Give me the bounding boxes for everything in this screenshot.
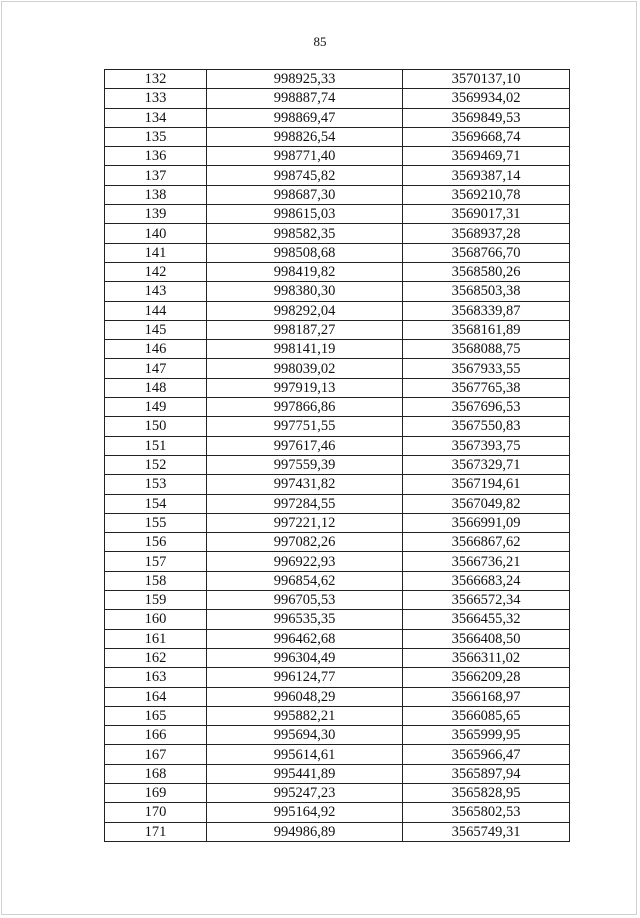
y-coordinate-cell: 3565897,94 <box>403 764 570 783</box>
table-row <box>105 243 570 262</box>
point-number-cell: 159 <box>105 591 207 610</box>
table-row <box>105 513 570 532</box>
x-coordinate-cell: 996048,29 <box>207 687 403 706</box>
table-row <box>105 301 570 320</box>
point-number-cell: 133 <box>105 89 207 108</box>
x-coordinate-cell: 998745,82 <box>207 166 403 185</box>
table-row <box>105 533 570 552</box>
y-coordinate-cell: 3566209,28 <box>403 668 570 687</box>
y-coordinate-cell: 3565749,31 <box>403 822 570 841</box>
point-number-cell: 158 <box>105 571 207 590</box>
point-number-cell: 145 <box>105 320 207 339</box>
point-number-cell: 168 <box>105 764 207 783</box>
table-row <box>105 282 570 301</box>
table-row <box>105 205 570 224</box>
x-coordinate-cell: 997082,26 <box>207 533 403 552</box>
point-number-cell: 140 <box>105 224 207 243</box>
point-number-cell: 136 <box>105 147 207 166</box>
point-number-cell: 165 <box>105 706 207 725</box>
table-row <box>105 822 570 841</box>
x-coordinate-cell: 995164,92 <box>207 803 403 822</box>
y-coordinate-cell: 3567329,71 <box>403 455 570 474</box>
y-coordinate-cell: 3568088,75 <box>403 340 570 359</box>
x-coordinate-cell: 998292,04 <box>207 301 403 320</box>
table-row <box>105 552 570 571</box>
y-coordinate-cell: 3568937,28 <box>403 224 570 243</box>
y-coordinate-cell: 3567194,61 <box>403 475 570 494</box>
point-number-cell: 150 <box>105 417 207 436</box>
x-coordinate-cell: 998039,02 <box>207 359 403 378</box>
x-coordinate-cell: 996854,62 <box>207 571 403 590</box>
point-number-cell: 166 <box>105 726 207 745</box>
point-number-cell: 142 <box>105 262 207 281</box>
point-number-cell: 151 <box>105 436 207 455</box>
y-coordinate-cell: 3568339,87 <box>403 301 570 320</box>
point-number-cell: 167 <box>105 745 207 764</box>
y-coordinate-cell: 3565802,53 <box>403 803 570 822</box>
x-coordinate-cell: 998582,35 <box>207 224 403 243</box>
table-row <box>105 494 570 513</box>
table-row <box>105 591 570 610</box>
x-coordinate-cell: 996304,49 <box>207 648 403 667</box>
x-coordinate-cell: 995882,21 <box>207 706 403 725</box>
y-coordinate-cell: 3567696,53 <box>403 398 570 417</box>
x-coordinate-cell: 995694,30 <box>207 726 403 745</box>
table-row <box>105 475 570 494</box>
x-coordinate-cell: 998925,33 <box>207 70 403 89</box>
table-row <box>105 783 570 802</box>
table-row <box>105 571 570 590</box>
y-coordinate-cell: 3566991,09 <box>403 513 570 532</box>
table-row <box>105 629 570 648</box>
point-number-cell: 137 <box>105 166 207 185</box>
y-coordinate-cell: 3566736,21 <box>403 552 570 571</box>
y-coordinate-cell: 3569469,71 <box>403 147 570 166</box>
point-number-cell: 134 <box>105 108 207 127</box>
table-row <box>105 436 570 455</box>
point-number-cell: 152 <box>105 455 207 474</box>
table-row <box>105 648 570 667</box>
table-row <box>105 745 570 764</box>
y-coordinate-cell: 3567765,38 <box>403 378 570 397</box>
x-coordinate-cell: 997866,86 <box>207 398 403 417</box>
point-number-cell: 143 <box>105 282 207 301</box>
point-number-cell: 171 <box>105 822 207 841</box>
x-coordinate-cell: 998508,68 <box>207 243 403 262</box>
table-row <box>105 417 570 436</box>
table-row <box>105 764 570 783</box>
page-number: 85 <box>313 34 327 49</box>
x-coordinate-cell: 997919,13 <box>207 378 403 397</box>
point-number-cell: 156 <box>105 533 207 552</box>
y-coordinate-cell: 3568503,38 <box>403 282 570 301</box>
x-coordinate-cell: 996535,35 <box>207 610 403 629</box>
x-coordinate-cell: 997284,55 <box>207 494 403 513</box>
point-number-cell: 157 <box>105 552 207 571</box>
table-row <box>105 70 570 89</box>
x-coordinate-cell: 994986,89 <box>207 822 403 841</box>
y-coordinate-cell: 3566455,32 <box>403 610 570 629</box>
y-coordinate-cell: 3568580,26 <box>403 262 570 281</box>
point-number-cell: 155 <box>105 513 207 532</box>
point-number-cell: 170 <box>105 803 207 822</box>
table-row <box>105 378 570 397</box>
point-number-cell: 162 <box>105 648 207 667</box>
y-coordinate-cell: 3566168,97 <box>403 687 570 706</box>
y-coordinate-cell: 3567933,55 <box>403 359 570 378</box>
table-row <box>105 726 570 745</box>
point-number-cell: 161 <box>105 629 207 648</box>
x-coordinate-cell: 997559,39 <box>207 455 403 474</box>
x-coordinate-cell: 998771,40 <box>207 147 403 166</box>
point-number-cell: 132 <box>105 70 207 89</box>
table-row <box>105 147 570 166</box>
table-row <box>105 668 570 687</box>
y-coordinate-cell: 3566683,24 <box>403 571 570 590</box>
point-number-cell: 148 <box>105 378 207 397</box>
y-coordinate-cell: 3566408,50 <box>403 629 570 648</box>
x-coordinate-cell: 998826,54 <box>207 127 403 146</box>
x-coordinate-cell: 998380,30 <box>207 282 403 301</box>
y-coordinate-cell: 3565999,95 <box>403 726 570 745</box>
point-number-cell: 163 <box>105 668 207 687</box>
table-row <box>105 185 570 204</box>
y-coordinate-cell: 3569017,31 <box>403 205 570 224</box>
y-coordinate-cell: 3565966,47 <box>403 745 570 764</box>
table-row <box>105 224 570 243</box>
table-row <box>105 398 570 417</box>
y-coordinate-cell: 3567550,83 <box>403 417 570 436</box>
y-coordinate-cell: 3566311,02 <box>403 648 570 667</box>
y-coordinate-cell: 3566572,34 <box>403 591 570 610</box>
x-coordinate-cell: 996462,68 <box>207 629 403 648</box>
y-coordinate-cell: 3568766,70 <box>403 243 570 262</box>
y-coordinate-cell: 3567049,82 <box>403 494 570 513</box>
x-coordinate-cell: 997617,46 <box>207 436 403 455</box>
point-number-cell: 135 <box>105 127 207 146</box>
x-coordinate-cell: 998869,47 <box>207 108 403 127</box>
y-coordinate-cell: 3565828,95 <box>403 783 570 802</box>
table-row <box>105 455 570 474</box>
y-coordinate-cell: 3566085,65 <box>403 706 570 725</box>
x-coordinate-cell: 995614,61 <box>207 745 403 764</box>
x-coordinate-cell: 996705,53 <box>207 591 403 610</box>
x-coordinate-cell: 997431,82 <box>207 475 403 494</box>
x-coordinate-cell: 998687,30 <box>207 185 403 204</box>
point-number-cell: 138 <box>105 185 207 204</box>
table-row <box>105 610 570 629</box>
x-coordinate-cell: 995247,23 <box>207 783 403 802</box>
coordinates-table <box>104 69 570 842</box>
table-row <box>105 127 570 146</box>
coordinates-table-body <box>105 70 570 842</box>
x-coordinate-cell: 996922,93 <box>207 552 403 571</box>
table-row <box>105 166 570 185</box>
x-coordinate-cell: 998419,82 <box>207 262 403 281</box>
y-coordinate-cell: 3569668,74 <box>403 127 570 146</box>
table-row <box>105 340 570 359</box>
y-coordinate-cell: 3569210,78 <box>403 185 570 204</box>
point-number-cell: 169 <box>105 783 207 802</box>
x-coordinate-cell: 996124,77 <box>207 668 403 687</box>
x-coordinate-cell: 997751,55 <box>207 417 403 436</box>
x-coordinate-cell: 998615,03 <box>207 205 403 224</box>
table-row <box>105 320 570 339</box>
y-coordinate-cell: 3567393,75 <box>403 436 570 455</box>
point-number-cell: 160 <box>105 610 207 629</box>
point-number-cell: 139 <box>105 205 207 224</box>
x-coordinate-cell: 998141,19 <box>207 340 403 359</box>
x-coordinate-cell: 998187,27 <box>207 320 403 339</box>
point-number-cell: 146 <box>105 340 207 359</box>
table-row <box>105 108 570 127</box>
point-number-cell: 154 <box>105 494 207 513</box>
table-row <box>105 89 570 108</box>
point-number-cell: 141 <box>105 243 207 262</box>
table-row <box>105 706 570 725</box>
point-number-cell: 144 <box>105 301 207 320</box>
point-number-cell: 149 <box>105 398 207 417</box>
y-coordinate-cell: 3566867,62 <box>403 533 570 552</box>
point-number-cell: 153 <box>105 475 207 494</box>
point-number-cell: 147 <box>105 359 207 378</box>
y-coordinate-cell: 3569849,53 <box>403 108 570 127</box>
x-coordinate-cell: 998887,74 <box>207 89 403 108</box>
table-row <box>105 803 570 822</box>
y-coordinate-cell: 3570137,10 <box>403 70 570 89</box>
y-coordinate-cell: 3569387,14 <box>403 166 570 185</box>
table-row <box>105 359 570 378</box>
y-coordinate-cell: 3569934,02 <box>403 89 570 108</box>
table-row <box>105 262 570 281</box>
x-coordinate-cell: 997221,12 <box>207 513 403 532</box>
y-coordinate-cell: 3568161,89 <box>403 320 570 339</box>
x-coordinate-cell: 995441,89 <box>207 764 403 783</box>
point-number-cell: 164 <box>105 687 207 706</box>
table-row <box>105 687 570 706</box>
